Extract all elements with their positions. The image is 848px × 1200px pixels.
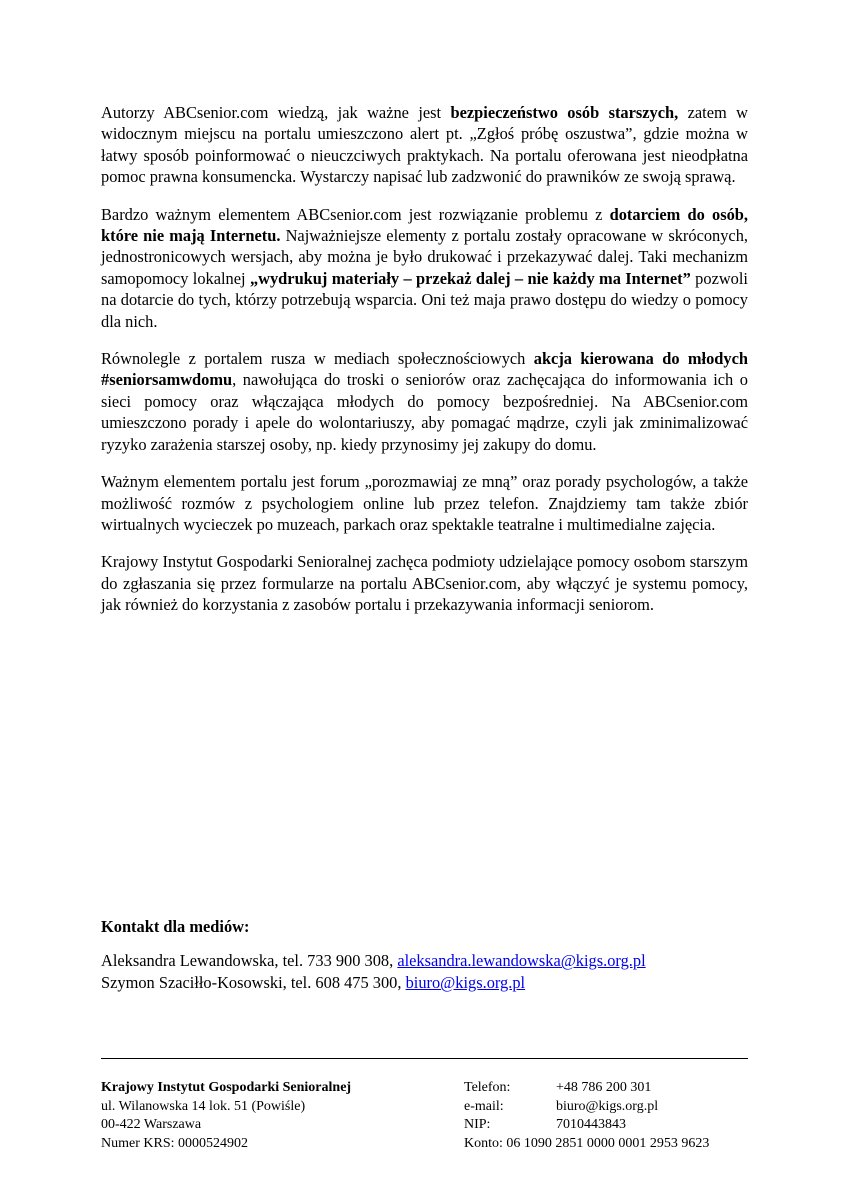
text-segment: pozwoli na dotarcie do tych, którzy potrzebują wsparcia. Oni też maja prawo dostępu do wiedzy o pomocy dla nich. <box>101 268 748 331</box>
paragraph-forum <box>101 471 748 535</box>
footer-detail-row <box>464 1079 709 1098</box>
text-segment-bold: dotarciem do osób, które nie mają Internetu. <box>101 204 748 246</box>
text-segment: Bardzo ważnym elementem ABCsenior.com jest rozwiązanie problemu z <box>101 204 610 224</box>
contact-person-details: Aleksandra Lewandowska, tel. 733 900 308, <box>101 951 398 971</box>
krs-number: Numer KRS: 0000524902 <box>101 1135 248 1151</box>
text-segment-bold: bezpieczeństwo osób starszych, <box>450 103 679 122</box>
footer-organization <box>101 1079 351 1153</box>
paragraph-safety <box>101 102 748 188</box>
footer-contact-details <box>464 1079 709 1153</box>
detail-label: Konto: <box>464 1135 503 1151</box>
address-street: ul. Wilanowska 14 lok. 51 (Powiśle) <box>101 1098 306 1114</box>
detail-value: 06 1090 2851 0000 0001 2953 9623 <box>506 1135 710 1151</box>
detail-value: biuro@kigs.org.pl <box>556 1098 659 1114</box>
detail-label: e-mail: <box>464 1098 504 1114</box>
contact-person <box>101 972 748 993</box>
footer-detail-row <box>464 1116 709 1135</box>
text-segment: Równolegle z portalem rusza w mediach społecznościowych <box>101 349 534 369</box>
text-segment-bold: akcja kierowana do młodych #seniorsamwdomu <box>101 349 748 390</box>
email-link[interactable]: biuro@kigs.org.pl <box>405 972 526 992</box>
paragraph-institute <box>101 551 748 615</box>
detail-label: NIP: <box>464 1117 491 1133</box>
text-segment: zatem w widocznym miejscu na portalu umieszczono alert pt. „Zgłoś próbę oszustwa”, gdzie można w łatwy sposób poinformować o nieuczciwych praktykach. Na portalu oferowana jest nieodpłatna pomoc prawna konsumencka. Wystarczy napisać lub zadzwonić do prawników ze swoją sprawą. <box>101 103 748 187</box>
address-city: 00-422 Warszawa <box>101 1117 202 1133</box>
press-release-body <box>101 102 748 632</box>
detail-label: Telefon: <box>464 1080 511 1095</box>
footer-detail-row <box>464 1098 709 1117</box>
text-segment: Krajowy Instytut Gospodarki Senioralnej zachęca podmioty udzielające pomocy osobom starszym do zgłaszania się przez formularze na portalu ABCsenior.com, aby włączyć je systemu pomocy, jak również do korzystania z zasobów portalu i przekazywania informacji seniorom. <box>101 552 748 615</box>
media-contact-title: Kontakt dla mediów: <box>101 917 250 936</box>
contact-person <box>101 950 748 971</box>
text-segment: Ważnym elementem portalu jest forum „porozmawiaj ze mną” oraz porady psychologów, a także możliwość rozmów z psychologiem online lub przez telefon. Znajdziemy tam także zbiór wirtualnych wycieczek po muzeach, parkach oraz spektakle teatralne i multimedialne zajęcia. <box>101 472 748 534</box>
detail-value: 7010443843 <box>556 1117 626 1133</box>
contact-person-details: Szymon Szaciłło-Kosowski, tel. 608 475 300, <box>101 972 406 992</box>
text-segment: Autorzy ABCsenior.com wiedzą, jak ważne jest <box>101 103 451 122</box>
organization-name: Krajowy Instytut Gospodarki Senioralnej <box>101 1080 352 1095</box>
paragraph-social-media <box>101 348 748 455</box>
text-segment: Najważniejsze elementy z portalu zostały opracowane w skróconych, jednostronicowych wersjach, aby można je było drukować i przekazywać dalej. Taki mechanizm samopomocy lokalnej <box>101 226 748 288</box>
paragraph-offline-access <box>101 204 748 332</box>
footer-detail-row <box>464 1135 709 1154</box>
media-contact <box>101 916 748 993</box>
email-link[interactable]: aleksandra.lewandowska@kigs.org.pl <box>397 951 646 971</box>
text-segment: , nawołująca do troski o seniorów oraz zachęcająca do informowania ich o sieci pomocy oraz włączająca młodych do pomocy bezpośredniej. Na ABCsenior.com umieszczono porady i apele do wolontariuszy, aby pomagać mądrze, czyli jak zminimalizować ryzyko zarażenia starszej osoby, np. kiedy przynosimy jej zakupy do domu. <box>101 370 748 454</box>
detail-value: +48 786 200 301 <box>556 1080 652 1095</box>
text-segment-bold: „wydrukuj materiały – przekaż dalej – nie każdy ma Internet” <box>249 268 691 288</box>
footer-divider <box>101 1058 748 1059</box>
